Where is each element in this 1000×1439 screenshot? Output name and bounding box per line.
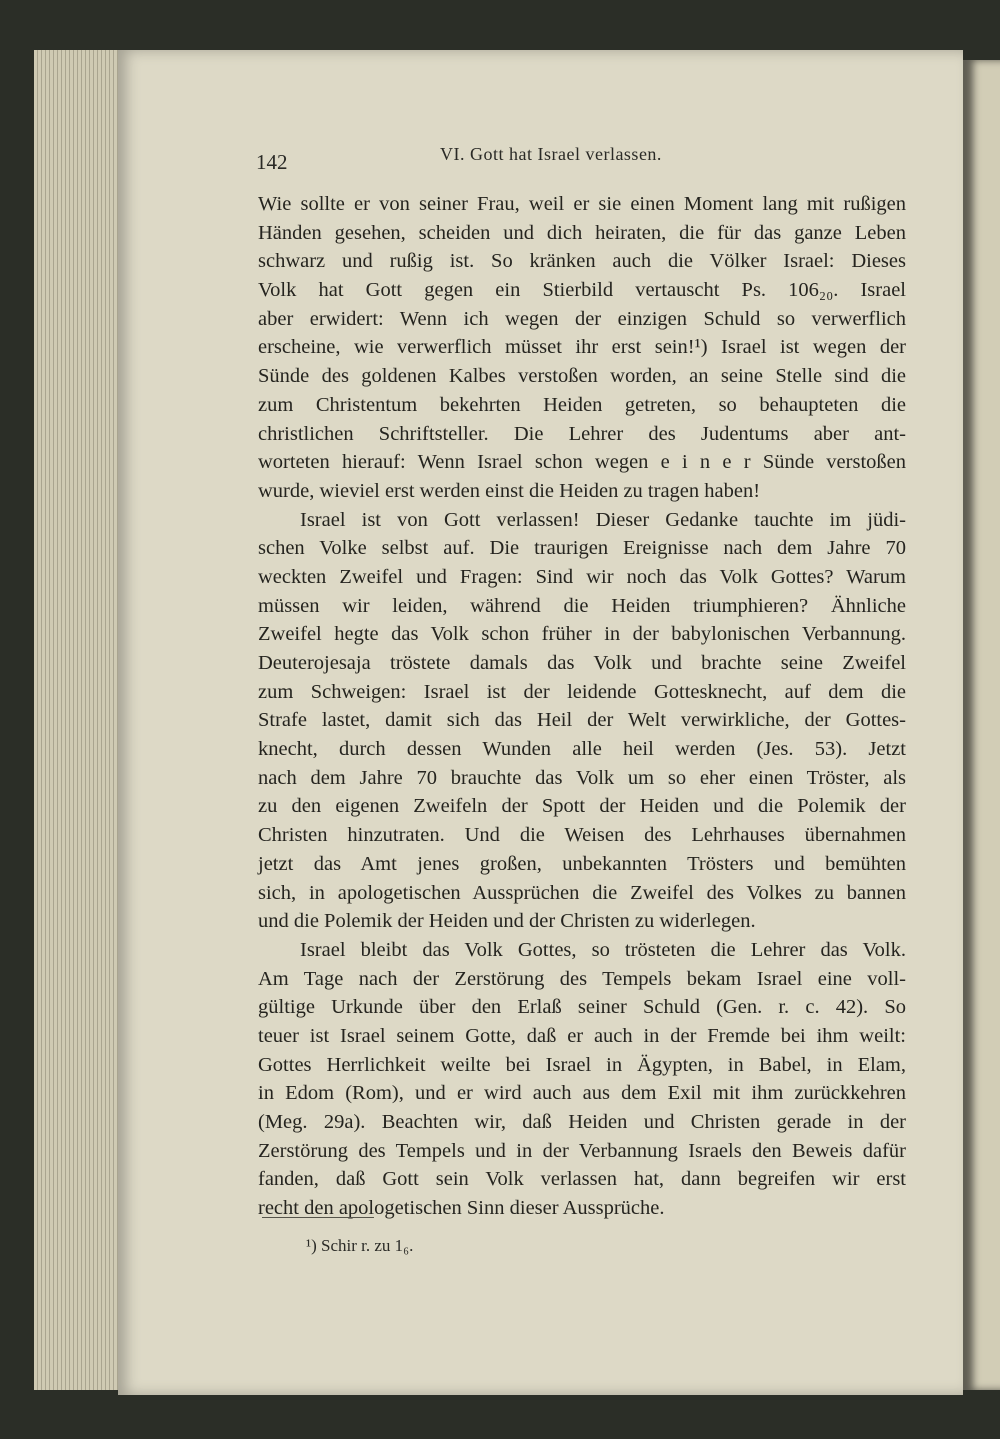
text-line: Strafe lastet, damit sich das Heil der Welt verwirkliche, der Gottes-: [258, 709, 906, 732]
text-line: Zerstörung des Tempels und in der Verbannung Israels den Beweis dafür: [258, 1139, 906, 1162]
text-line: Wie sollte er von seiner Frau, weil er sie einen Moment lang mit rußigen: [258, 193, 906, 215]
text-line: Gottes Herrlichkeit weilte bei Israel in Ägypten, in Babel, in Elam,: [258, 1053, 906, 1076]
text-line: zu den eigenen Zweifeln der Spott der Heiden und die Polemik der: [258, 795, 906, 818]
text-line: jetzt das Amt jenes großen, unbekannten Trösters und bemühten: [258, 852, 906, 875]
paragraph: [258, 936, 906, 1223]
text-line: (Meg. 29a). Beachten wir, daß Heiden und Christen gerade in der: [258, 1111, 906, 1133]
text-line: Am Tage nach der Zerstörung des Tempels bekam Israel eine voll-: [258, 967, 906, 990]
text-line: gültige Urkunde über den Erlaß seiner Schuld (Gen. r. c. 42). So: [258, 996, 906, 1019]
text-line: Volk hat Gott gegen ein Stierbild vertauscht Ps. 106₂₀. Israel: [258, 279, 906, 302]
text-line: worteten hierauf: Wenn Israel schon wegen e i n e r Sünde verstoßen: [258, 451, 906, 474]
footnote-divider: [262, 1217, 374, 1218]
text-line: in Edom (Rom), und er wird auch aus dem Exil mit ihm zurückkehren: [258, 1082, 906, 1105]
paragraph: [258, 506, 906, 936]
text-line: Händen gesehen, scheiden und dich heiraten, die für das ganze Leben: [258, 221, 906, 244]
text-line: sich, in apologetischen Aussprüchen die Zweifel des Volkes zu bannen: [258, 881, 906, 904]
text-line: Christen hinzutraten. Und die Weisen des Lehrhauses übernahmen: [258, 824, 906, 847]
text-line: Deuterojesaja tröstete damals das Volk und brachte seine Zweifel: [258, 652, 906, 674]
text-line: wurde, wieviel erst werden einst die Heiden zu tragen haben!: [258, 479, 761, 502]
text-line: erscheine, wie verwerflich müsset ihr erst sein!¹) Israel ist wegen der: [258, 336, 906, 359]
text-line: Israel bleibt das Volk Gottes, so trösteten die Lehrer das Volk.: [300, 938, 906, 961]
text-line: schen Volke selbst auf. Die traurigen Ereignisse nach dem Jahre 70: [258, 537, 906, 560]
text-line: schwarz und rußig ist. So kränken auch die Völker Israel: Dieses: [258, 250, 906, 273]
page-edges: [34, 50, 124, 1390]
text-line: nach dem Jahre 70 brauchte das Volk um so eher einen Tröster, als: [258, 766, 906, 789]
text-line: aber erwidert: Wenn ich wegen der einzigen Schuld so verwerflich: [258, 307, 906, 330]
text-line: Sünde des goldenen Kalbes verstoßen worden, an seine Stelle sind die: [258, 365, 906, 388]
text-line: fanden, daß Gott sein Volk verlassen hat, dann begreifen wir erst: [258, 1168, 906, 1191]
text-line: zum Schweigen: Israel ist der leidende Gottesknecht, auf dem die: [258, 680, 906, 703]
facing-page-edge: [963, 60, 1000, 1390]
text-line: Israel ist von Gott verlassen! Dieser Gedanke tauchte im jüdi-: [300, 508, 906, 531]
text-line: müssen wir leiden, während die Heiden triumphieren? Ähnliche: [258, 594, 906, 617]
body-text: [258, 190, 906, 1223]
footnote: ¹) Schir r. zu 1₆.: [306, 1236, 414, 1255]
text-line: und die Polemik der Heiden und der Christen zu widerlegen.: [258, 910, 756, 933]
text-line: knecht, durch dessen Wunden alle heil werden (Jes. 53). Jetzt: [258, 738, 906, 761]
paragraph: [258, 190, 906, 506]
page-number: 142: [256, 150, 288, 174]
text-line: zum Christentum bekehrten Heiden getreten, so behaupteten die: [258, 393, 906, 416]
text-line: Zweifel hegte das Volk schon früher in der babylonischen Verbannung.: [258, 623, 906, 646]
text-line: christlichen Schriftsteller. Die Lehrer des Judentums aber ant-: [258, 422, 906, 445]
text-line: recht den apologetischen Sinn dieser Aussprüche.: [258, 1197, 665, 1220]
running-header: VI. Gott hat Israel verlassen.: [440, 144, 662, 164]
text-line: teuer ist Israel seinem Gotte, daß er auch in der Fremde bei ihm weilt:: [258, 1024, 906, 1047]
text-line: weckten Zweifel und Fragen: Sind wir noch das Volk Gottes? Warum: [258, 565, 906, 588]
